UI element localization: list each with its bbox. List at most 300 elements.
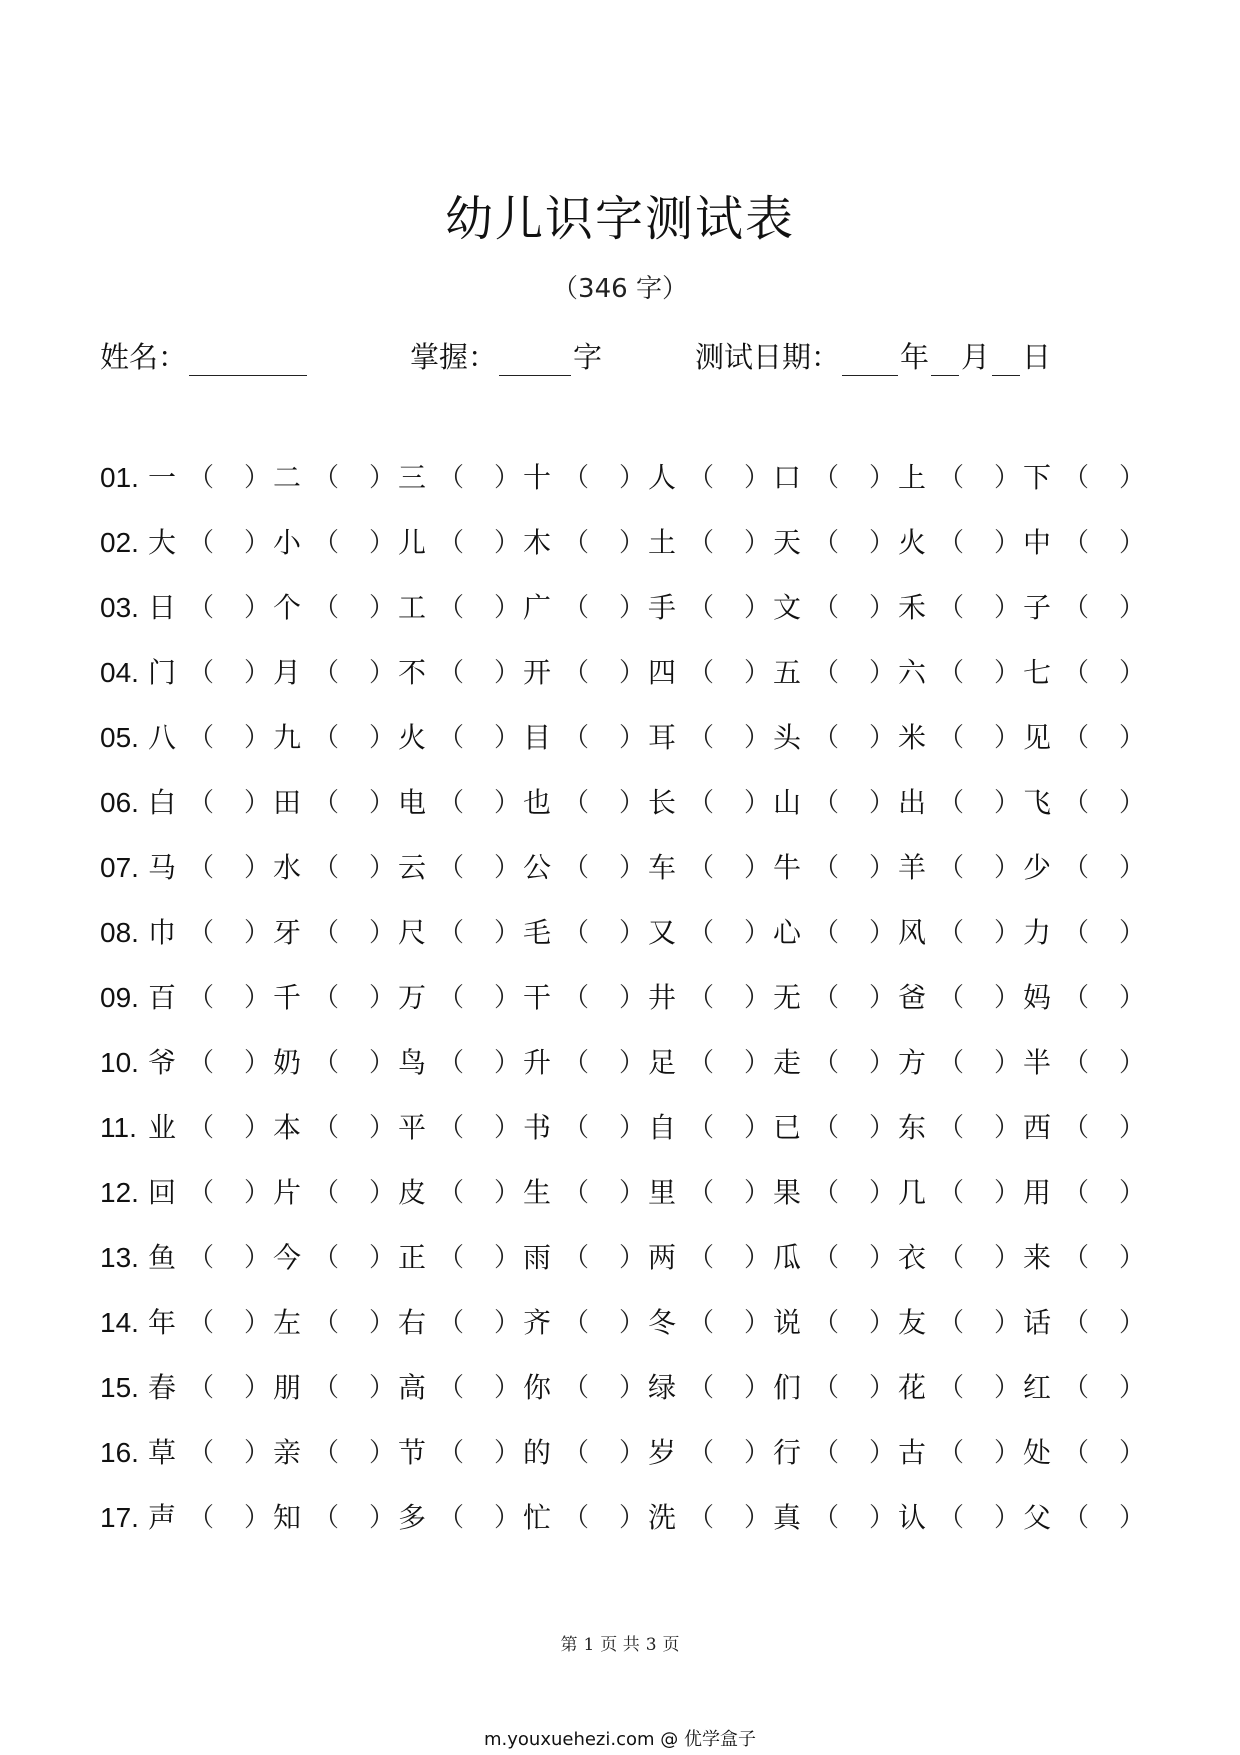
- page-suffix: 页: [662, 1635, 680, 1655]
- answer-paren-close: ）: [494, 593, 521, 623]
- test-character: 长: [648, 786, 677, 819]
- test-character: 岁: [648, 1436, 677, 1469]
- answer-paren-close: ）: [744, 1048, 771, 1078]
- answer-paren-open[interactable]: （: [438, 463, 465, 493]
- info-row: [100, 335, 1150, 379]
- test-character: 米: [898, 721, 927, 754]
- test-character: 两: [648, 1241, 677, 1274]
- test-character: 十: [523, 461, 552, 494]
- test-character: 古: [898, 1436, 927, 1469]
- answer-paren-open[interactable]: （: [688, 528, 715, 558]
- answer-paren-open[interactable]: （: [938, 853, 965, 883]
- test-row: [100, 1495, 1150, 1560]
- test-character: 高: [398, 1371, 427, 1404]
- answer-paren-close: ）: [1119, 918, 1146, 948]
- test-character: 三: [398, 461, 427, 494]
- answer-paren-close: ）: [869, 1308, 896, 1338]
- answer-paren-open[interactable]: （: [1063, 918, 1090, 948]
- answer-paren-close: ）: [744, 1113, 771, 1143]
- day-unit: 日: [1022, 340, 1052, 374]
- answer-paren-open[interactable]: （: [563, 1438, 590, 1468]
- answer-paren-open[interactable]: （: [813, 528, 840, 558]
- test-character: 爸: [898, 981, 927, 1014]
- answer-paren-open[interactable]: （: [438, 1308, 465, 1338]
- answer-paren-open[interactable]: （: [563, 788, 590, 818]
- mastery-blank[interactable]: [499, 341, 571, 376]
- answer-paren-open[interactable]: （: [813, 1243, 840, 1273]
- answer-paren-open[interactable]: （: [188, 658, 215, 688]
- answer-paren-open[interactable]: （: [313, 723, 340, 753]
- answer-paren-close: ）: [369, 853, 396, 883]
- answer-paren-open[interactable]: （: [813, 1438, 840, 1468]
- test-character: 说: [773, 1306, 802, 1339]
- answer-paren-close: ）: [369, 1178, 396, 1208]
- test-row: [100, 975, 1150, 1040]
- month-blank[interactable]: [931, 341, 959, 376]
- answer-paren-close: ）: [369, 918, 396, 948]
- answer-paren-open[interactable]: （: [688, 463, 715, 493]
- answer-paren-open[interactable]: （: [563, 1503, 590, 1533]
- answer-paren-open[interactable]: （: [938, 1113, 965, 1143]
- answer-paren-close: ）: [619, 788, 646, 818]
- answer-paren-open[interactable]: （: [688, 1178, 715, 1208]
- answer-paren-close: ）: [744, 1503, 771, 1533]
- answer-paren-close: ）: [744, 528, 771, 558]
- answer-paren-close: ）: [619, 1048, 646, 1078]
- answer-paren-open[interactable]: （: [813, 723, 840, 753]
- answer-paren-close: ）: [369, 528, 396, 558]
- test-character: 年: [148, 1306, 177, 1339]
- answer-paren-close: ）: [369, 1438, 396, 1468]
- answer-paren-open[interactable]: （: [938, 593, 965, 623]
- answer-paren-open[interactable]: （: [438, 1113, 465, 1143]
- answer-paren-open[interactable]: （: [313, 853, 340, 883]
- answer-paren-open[interactable]: （: [688, 1113, 715, 1143]
- answer-paren-open[interactable]: （: [1063, 1178, 1090, 1208]
- answer-paren-open[interactable]: （: [688, 788, 715, 818]
- answer-paren-open[interactable]: （: [1063, 1503, 1090, 1533]
- test-date-label: 测试日期：: [695, 340, 841, 374]
- answer-paren-open[interactable]: （: [188, 1178, 215, 1208]
- test-character: 奶: [273, 1046, 302, 1079]
- answer-paren-open[interactable]: （: [563, 463, 590, 493]
- answer-paren-open[interactable]: （: [938, 983, 965, 1013]
- answer-paren-open[interactable]: （: [688, 723, 715, 753]
- test-character: 二: [273, 461, 302, 494]
- test-character: 鸟: [398, 1046, 427, 1079]
- answer-paren-open[interactable]: （: [563, 723, 590, 753]
- test-row: [100, 1105, 1150, 1170]
- test-character: 禾: [898, 591, 927, 624]
- test-row: [100, 1040, 1150, 1105]
- answer-paren-open[interactable]: （: [313, 528, 340, 558]
- answer-paren-close: ）: [1119, 983, 1146, 1013]
- test-character: 土: [648, 526, 677, 559]
- answer-paren-open[interactable]: （: [313, 658, 340, 688]
- test-character: 云: [398, 851, 427, 884]
- test-row: [100, 715, 1150, 780]
- answer-paren-open[interactable]: （: [688, 1243, 715, 1273]
- answer-paren-open[interactable]: （: [438, 853, 465, 883]
- answer-paren-close: ）: [869, 463, 896, 493]
- test-character: 无: [773, 981, 802, 1014]
- test-row: [100, 455, 1150, 520]
- answer-paren-open[interactable]: （: [688, 1438, 715, 1468]
- answer-paren-close: ）: [494, 1113, 521, 1143]
- test-character: 用: [1023, 1176, 1052, 1209]
- answer-paren-open[interactable]: （: [688, 1373, 715, 1403]
- test-character: 多: [398, 1501, 427, 1534]
- test-character: 毛: [523, 916, 552, 949]
- answer-paren-close: ）: [869, 1243, 896, 1273]
- answer-paren-close: ）: [244, 593, 271, 623]
- answer-paren-open[interactable]: （: [813, 1308, 840, 1338]
- test-character: 话: [1023, 1306, 1052, 1339]
- answer-paren-open[interactable]: （: [188, 788, 215, 818]
- row-number: 17.: [100, 1502, 139, 1533]
- answer-paren-open[interactable]: （: [313, 1113, 340, 1143]
- test-character: 声: [148, 1501, 177, 1534]
- day-blank[interactable]: [992, 341, 1020, 376]
- answer-paren-open[interactable]: （: [1063, 463, 1090, 493]
- answer-paren-close: ）: [619, 983, 646, 1013]
- answer-paren-close: ）: [619, 528, 646, 558]
- answer-paren-open[interactable]: （: [938, 1048, 965, 1078]
- answer-paren-open[interactable]: （: [938, 463, 965, 493]
- row-number: 11.: [100, 1112, 137, 1143]
- answer-paren-close: ）: [869, 1503, 896, 1533]
- answer-paren-open[interactable]: （: [563, 1243, 590, 1273]
- test-character: 们: [773, 1371, 802, 1404]
- answer-paren-open[interactable]: （: [688, 1503, 715, 1533]
- answer-paren-close: ）: [619, 1373, 646, 1403]
- answer-paren-close: ）: [744, 983, 771, 1013]
- answer-paren-open[interactable]: （: [188, 593, 215, 623]
- answer-paren-open[interactable]: （: [563, 1178, 590, 1208]
- answer-paren-close: ）: [869, 1048, 896, 1078]
- year-unit: 年: [900, 340, 930, 374]
- test-character: 本: [273, 1111, 302, 1144]
- answer-paren-open[interactable]: （: [563, 918, 590, 948]
- character-count-subtitle: （346 字）: [552, 274, 688, 304]
- answer-paren-open[interactable]: （: [563, 528, 590, 558]
- test-row: [100, 1235, 1150, 1300]
- answer-paren-open[interactable]: （: [688, 918, 715, 948]
- test-character: 已: [773, 1111, 802, 1144]
- answer-paren-open[interactable]: （: [188, 1113, 215, 1143]
- answer-paren-open[interactable]: （: [813, 1178, 840, 1208]
- test-character: 一: [148, 461, 177, 494]
- answer-paren-open[interactable]: （: [438, 1438, 465, 1468]
- answer-paren-open[interactable]: （: [813, 853, 840, 883]
- test-row: [100, 520, 1150, 585]
- answer-paren-open[interactable]: （: [1063, 658, 1090, 688]
- answer-paren-open[interactable]: （: [688, 593, 715, 623]
- answer-paren-open[interactable]: （: [938, 1178, 965, 1208]
- row-number: 09.: [100, 982, 139, 1013]
- answer-paren-open[interactable]: （: [1063, 983, 1090, 1013]
- answer-paren-close: ）: [1119, 788, 1146, 818]
- answer-paren-close: ）: [994, 983, 1021, 1013]
- answer-paren-close: ）: [869, 1113, 896, 1143]
- answer-paren-open[interactable]: （: [1063, 528, 1090, 558]
- answer-paren-open[interactable]: （: [1063, 853, 1090, 883]
- answer-paren-open[interactable]: （: [688, 853, 715, 883]
- answer-paren-open[interactable]: （: [438, 1503, 465, 1533]
- test-character: 见: [1023, 721, 1052, 754]
- answer-paren-open[interactable]: （: [188, 1438, 215, 1468]
- test-character: 开: [523, 656, 552, 689]
- answer-paren-close: ）: [994, 1373, 1021, 1403]
- answer-paren-close: ）: [744, 1308, 771, 1338]
- answer-paren-open[interactable]: （: [313, 1438, 340, 1468]
- answer-paren-open[interactable]: （: [938, 1438, 965, 1468]
- test-character: 月: [273, 656, 302, 689]
- test-character: 千: [273, 981, 302, 1014]
- answer-paren-open[interactable]: （: [188, 1503, 215, 1533]
- answer-paren-open[interactable]: （: [938, 918, 965, 948]
- year-blank[interactable]: [842, 341, 898, 376]
- answer-paren-open[interactable]: （: [438, 658, 465, 688]
- answer-paren-close: ）: [494, 918, 521, 948]
- answer-paren-close: ）: [744, 1178, 771, 1208]
- answer-paren-close: ）: [994, 1178, 1021, 1208]
- answer-paren-open[interactable]: （: [313, 593, 340, 623]
- answer-paren-open[interactable]: （: [438, 918, 465, 948]
- answer-paren-open[interactable]: （: [938, 1373, 965, 1403]
- answer-paren-open[interactable]: （: [688, 658, 715, 688]
- test-character: 飞: [1023, 786, 1052, 819]
- answer-paren-open[interactable]: （: [938, 723, 965, 753]
- answer-paren-open[interactable]: （: [438, 983, 465, 1013]
- answer-paren-close: ）: [744, 853, 771, 883]
- answer-paren-close: ）: [494, 1373, 521, 1403]
- test-character: 亲: [273, 1436, 302, 1469]
- answer-paren-open[interactable]: （: [563, 983, 590, 1013]
- test-character: 白: [148, 786, 177, 819]
- answer-paren-close: ）: [1119, 528, 1146, 558]
- test-character: 足: [648, 1046, 677, 1079]
- answer-paren-open[interactable]: （: [938, 788, 965, 818]
- answer-paren-open[interactable]: （: [1063, 1373, 1090, 1403]
- answer-paren-close: ）: [869, 593, 896, 623]
- answer-paren-close: ）: [1119, 853, 1146, 883]
- answer-paren-open[interactable]: （: [188, 918, 215, 948]
- test-row: [100, 650, 1150, 715]
- answer-paren-close: ）: [244, 1503, 271, 1533]
- answer-paren-close: ）: [494, 1243, 521, 1273]
- answer-paren-close: ）: [869, 528, 896, 558]
- answer-paren-open[interactable]: （: [563, 853, 590, 883]
- test-character: 手: [648, 591, 677, 624]
- answer-paren-open[interactable]: （: [313, 1308, 340, 1338]
- answer-paren-open[interactable]: （: [188, 528, 215, 558]
- answer-paren-open[interactable]: （: [563, 1113, 590, 1143]
- answer-paren-open[interactable]: （: [813, 463, 840, 493]
- test-character: 儿: [398, 526, 427, 559]
- answer-paren-close: ）: [244, 723, 271, 753]
- answer-paren-close: ）: [619, 593, 646, 623]
- answer-paren-open[interactable]: （: [188, 853, 215, 883]
- answer-paren-open[interactable]: （: [188, 1048, 215, 1078]
- answer-paren-open[interactable]: （: [688, 983, 715, 1013]
- test-character: 车: [648, 851, 677, 884]
- answer-paren-open[interactable]: （: [938, 658, 965, 688]
- answer-paren-open[interactable]: （: [813, 983, 840, 1013]
- answer-paren-close: ）: [244, 528, 271, 558]
- answer-paren-open[interactable]: （: [563, 1048, 590, 1078]
- test-row: [100, 1365, 1150, 1430]
- test-character: 六: [898, 656, 927, 689]
- answer-paren-open[interactable]: （: [313, 463, 340, 493]
- test-character: 又: [648, 916, 677, 949]
- answer-paren-close: ）: [869, 723, 896, 753]
- answer-paren-open[interactable]: （: [938, 1308, 965, 1338]
- test-character: 真: [773, 1501, 802, 1534]
- answer-paren-close: ）: [744, 723, 771, 753]
- answer-paren-open[interactable]: （: [438, 788, 465, 818]
- test-character: 少: [1023, 851, 1052, 884]
- answer-paren-open[interactable]: （: [313, 1373, 340, 1403]
- test-character: 草: [148, 1436, 177, 1469]
- answer-paren-open[interactable]: （: [313, 983, 340, 1013]
- answer-paren-open[interactable]: （: [188, 1373, 215, 1403]
- answer-paren-open[interactable]: （: [813, 918, 840, 948]
- answer-paren-close: ）: [494, 1308, 521, 1338]
- test-character: 干: [523, 981, 552, 1014]
- answer-paren-open[interactable]: （: [813, 1048, 840, 1078]
- test-character: 瓜: [773, 1241, 802, 1274]
- answer-paren-close: ）: [869, 1373, 896, 1403]
- test-character: 电: [398, 786, 427, 819]
- answer-paren-open[interactable]: （: [438, 1048, 465, 1078]
- answer-paren-open[interactable]: （: [1063, 723, 1090, 753]
- answer-paren-open[interactable]: （: [188, 723, 215, 753]
- answer-paren-open[interactable]: （: [1063, 788, 1090, 818]
- answer-paren-open[interactable]: （: [313, 1048, 340, 1078]
- answer-paren-open[interactable]: （: [563, 1308, 590, 1338]
- answer-paren-close: ）: [244, 1308, 271, 1338]
- answer-paren-close: ）: [244, 1243, 271, 1273]
- answer-paren-open[interactable]: （: [438, 1373, 465, 1403]
- answer-paren-open[interactable]: （: [813, 1503, 840, 1533]
- answer-paren-open[interactable]: （: [438, 1243, 465, 1273]
- answer-paren-open[interactable]: （: [313, 1178, 340, 1208]
- test-character: 牙: [273, 916, 302, 949]
- row-number: 10.: [100, 1047, 139, 1078]
- answer-paren-open[interactable]: （: [438, 528, 465, 558]
- answer-paren-close: ）: [369, 723, 396, 753]
- answer-paren-open[interactable]: （: [813, 1113, 840, 1143]
- test-character: 父: [1023, 1501, 1052, 1534]
- answer-paren-open[interactable]: （: [313, 1243, 340, 1273]
- answer-paren-open[interactable]: （: [938, 1503, 965, 1533]
- test-character: 心: [773, 916, 802, 949]
- answer-paren-close: ）: [494, 1438, 521, 1468]
- answer-paren-open[interactable]: （: [438, 723, 465, 753]
- answer-paren-open[interactable]: （: [1063, 593, 1090, 623]
- test-character: 你: [523, 1371, 552, 1404]
- answer-paren-open[interactable]: （: [813, 593, 840, 623]
- answer-paren-open[interactable]: （: [1063, 1243, 1090, 1273]
- answer-paren-close: ）: [244, 1113, 271, 1143]
- test-character: 行: [773, 1436, 802, 1469]
- test-character: 人: [648, 461, 677, 494]
- answer-paren-open[interactable]: （: [188, 1243, 215, 1273]
- answer-paren-open[interactable]: （: [438, 593, 465, 623]
- answer-paren-close: ）: [369, 1503, 396, 1533]
- answer-paren-close: ）: [994, 1308, 1021, 1338]
- answer-paren-open[interactable]: （: [1063, 1113, 1090, 1143]
- answer-paren-close: ）: [994, 593, 1021, 623]
- answer-paren-close: ）: [744, 1373, 771, 1403]
- test-character: 火: [398, 721, 427, 754]
- answer-paren-open[interactable]: （: [563, 1373, 590, 1403]
- row-number: 12.: [100, 1177, 139, 1208]
- row-number: 07.: [100, 852, 139, 883]
- answer-paren-open[interactable]: （: [1063, 1308, 1090, 1338]
- answer-paren-open[interactable]: （: [1063, 1438, 1090, 1468]
- answer-paren-close: ）: [994, 1243, 1021, 1273]
- answer-paren-close: ）: [244, 1048, 271, 1078]
- answer-paren-close: ）: [994, 658, 1021, 688]
- answer-paren-open[interactable]: （: [313, 1503, 340, 1533]
- answer-paren-close: ）: [244, 1438, 271, 1468]
- test-character: 自: [648, 1111, 677, 1144]
- test-character: 几: [898, 1176, 927, 1209]
- test-character: 井: [648, 981, 677, 1014]
- answer-paren-close: ）: [619, 1308, 646, 1338]
- answer-paren-open[interactable]: （: [188, 463, 215, 493]
- test-character: 火: [898, 526, 927, 559]
- answer-paren-close: ）: [994, 1438, 1021, 1468]
- test-character: 雨: [523, 1241, 552, 1274]
- answer-paren-open[interactable]: （: [938, 1243, 965, 1273]
- answer-paren-close: ）: [994, 1503, 1021, 1533]
- answer-paren-open[interactable]: （: [813, 658, 840, 688]
- answer-paren-open[interactable]: （: [563, 658, 590, 688]
- test-character: 上: [898, 461, 927, 494]
- answer-paren-open[interactable]: （: [438, 1178, 465, 1208]
- answer-paren-open[interactable]: （: [188, 1308, 215, 1338]
- test-character: 万: [398, 981, 427, 1014]
- answer-paren-close: ）: [994, 528, 1021, 558]
- answer-paren-close: ）: [869, 918, 896, 948]
- answer-paren-open[interactable]: （: [188, 983, 215, 1013]
- row-number: 15.: [100, 1372, 139, 1403]
- answer-paren-close: ）: [244, 918, 271, 948]
- answer-paren-open[interactable]: （: [1063, 1048, 1090, 1078]
- test-character: 片: [273, 1176, 302, 1209]
- answer-paren-open[interactable]: （: [688, 1308, 715, 1338]
- answer-paren-open[interactable]: （: [313, 918, 340, 948]
- answer-paren-close: ）: [619, 853, 646, 883]
- answer-paren-open[interactable]: （: [938, 528, 965, 558]
- test-character: 七: [1023, 656, 1052, 689]
- answer-paren-open[interactable]: （: [813, 1373, 840, 1403]
- row-number: 08.: [100, 917, 139, 948]
- answer-paren-open[interactable]: （: [688, 1048, 715, 1078]
- answer-paren-close: ）: [869, 853, 896, 883]
- answer-paren-open[interactable]: （: [313, 788, 340, 818]
- test-character: 洗: [648, 1501, 677, 1534]
- answer-paren-close: ）: [994, 463, 1021, 493]
- test-character: 西: [1023, 1111, 1052, 1144]
- answer-paren-close: ）: [1119, 1373, 1146, 1403]
- name-blank[interactable]: [189, 341, 307, 376]
- answer-paren-open[interactable]: （: [563, 593, 590, 623]
- answer-paren-open[interactable]: （: [813, 788, 840, 818]
